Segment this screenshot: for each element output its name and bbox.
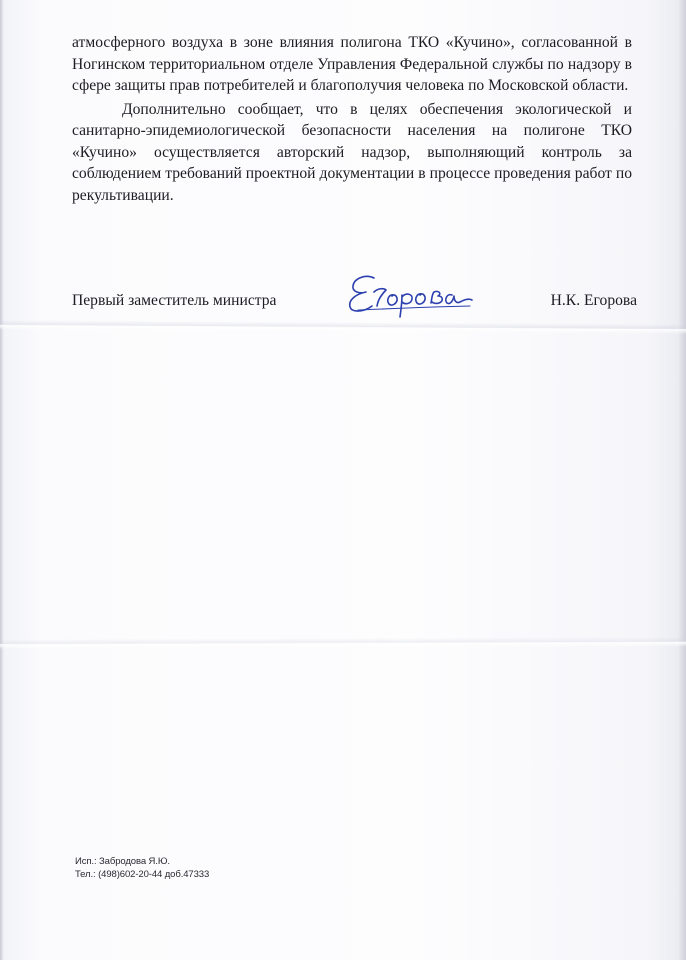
executor-phone: Тел.: (498)602-20-44 доб.47333 — [75, 868, 210, 880]
signatory-name: Н.К. Егорова — [550, 292, 637, 309]
signatory-position: Первый заместитель министра — [72, 292, 277, 309]
signature-icon — [344, 270, 474, 318]
executor-info — [75, 856, 209, 881]
letter-paragraph: атмосферного воздуха в зоне влияния полигона ТКО «Кучино», согласованной в Ногинском территориальном отделе Управления Федеральной службы по надзору в сфере защиты прав потребителей и благополучия человека по Московской области. — [72, 34, 632, 94]
letter-paragraph: Дополнительно сообщает, что в целях обеспечения экологической и санитарно-эпидемиологической безопасности населения на полигоне ТКО «Кучино» осуществляется авторский надзор, выполняющий контроль за соблюдением требований проектной документации в процессе проведения работ по рекультивации. — [72, 100, 632, 204]
letter-body — [72, 32, 632, 206]
paper-fold-line — [0, 637, 686, 649]
executor-name: Исп.: Забродова Я.Ю. — [75, 856, 170, 867]
page-edge-left — [0, 0, 4, 960]
signature-block — [72, 270, 637, 330]
page-edge-right — [678, 0, 686, 960]
handwritten-signature — [344, 270, 474, 318]
